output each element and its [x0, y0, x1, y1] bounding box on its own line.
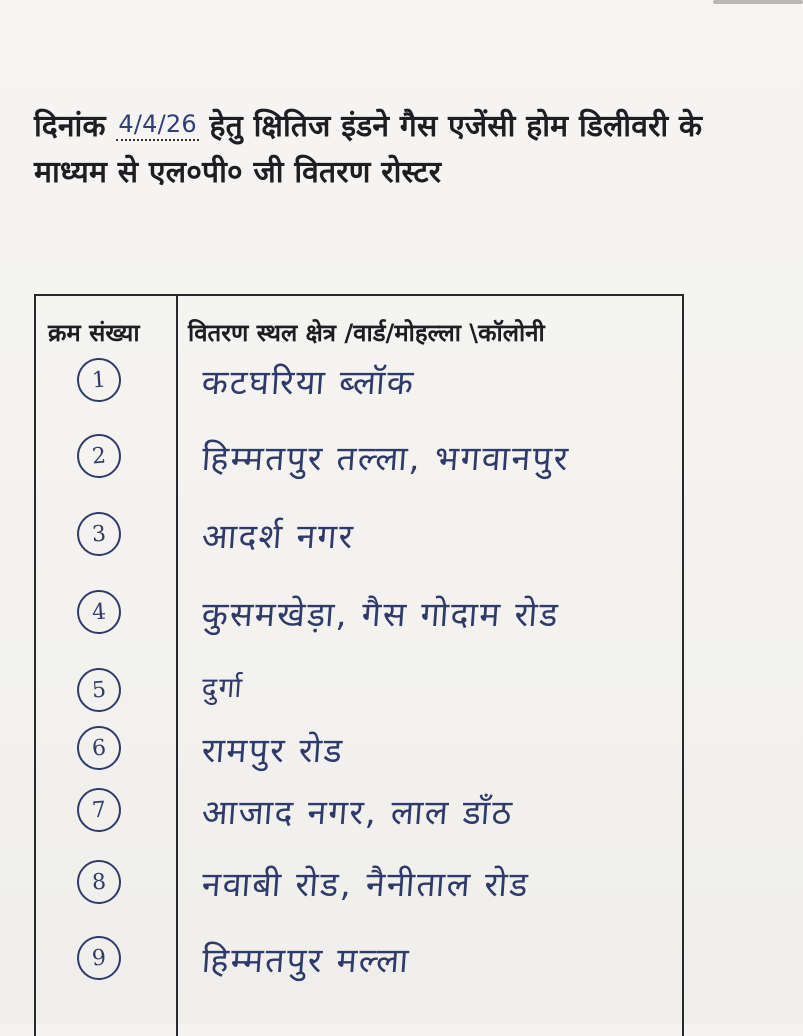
- serial-number: 2: [76, 433, 123, 480]
- handwritten-date: 4/4/26: [116, 109, 198, 141]
- distribution-area: कुसमखेड़ा, गैस गोदाम रोड: [200, 595, 561, 635]
- serial-number: 4: [76, 589, 123, 636]
- serial-number: 9: [76, 935, 123, 982]
- distribution-area: रामपुर रोड: [200, 731, 346, 771]
- heading-prefix: दिनांक: [34, 109, 117, 144]
- table-row: [36, 936, 682, 996]
- serial-number: 8: [76, 859, 123, 906]
- table-row: [36, 668, 682, 728]
- serial-number: 7: [76, 787, 123, 834]
- serial-number: 1: [76, 357, 123, 404]
- distribution-area: हिम्मतपुर तल्ला, भगवानपुर: [200, 439, 572, 479]
- distribution-area: आदर्श नगर: [200, 517, 356, 557]
- table-row: [36, 726, 682, 786]
- distribution-area: हिम्मतपुर मल्ला: [200, 941, 412, 981]
- table-row: [36, 788, 682, 848]
- heading-suffix: हेतु क्षितिज इंडने गैस एजेंसी होम डिलीवरी के माध्यम से एल०पी० जी वितरण रोस्टर: [34, 109, 703, 190]
- column-header-area: वितरण स्थल क्षेत्र /वार्ड/मोहल्ला \कॉलोनी: [188, 319, 545, 347]
- distribution-area: आजाद नगर, लाल डाँठ: [200, 793, 515, 833]
- page-edge-mark: [713, 0, 803, 4]
- distribution-area: दुर्गा: [200, 671, 246, 704]
- table-row: [36, 434, 682, 494]
- roster-table: [34, 294, 684, 1036]
- serial-number: 3: [76, 511, 123, 558]
- roster-heading: [34, 104, 774, 196]
- serial-number: 6: [76, 725, 123, 772]
- table-row: [36, 358, 682, 418]
- table-row: [36, 590, 682, 650]
- distribution-area: नवाबी रोड, नैनीताल रोड: [200, 865, 531, 905]
- serial-number: 5: [76, 667, 123, 714]
- table-row: [36, 860, 682, 920]
- column-header-serial: क्रम संख्या: [48, 319, 140, 347]
- table-row: [36, 512, 682, 572]
- distribution-area: कटघरिया ब्लॉक: [200, 363, 417, 403]
